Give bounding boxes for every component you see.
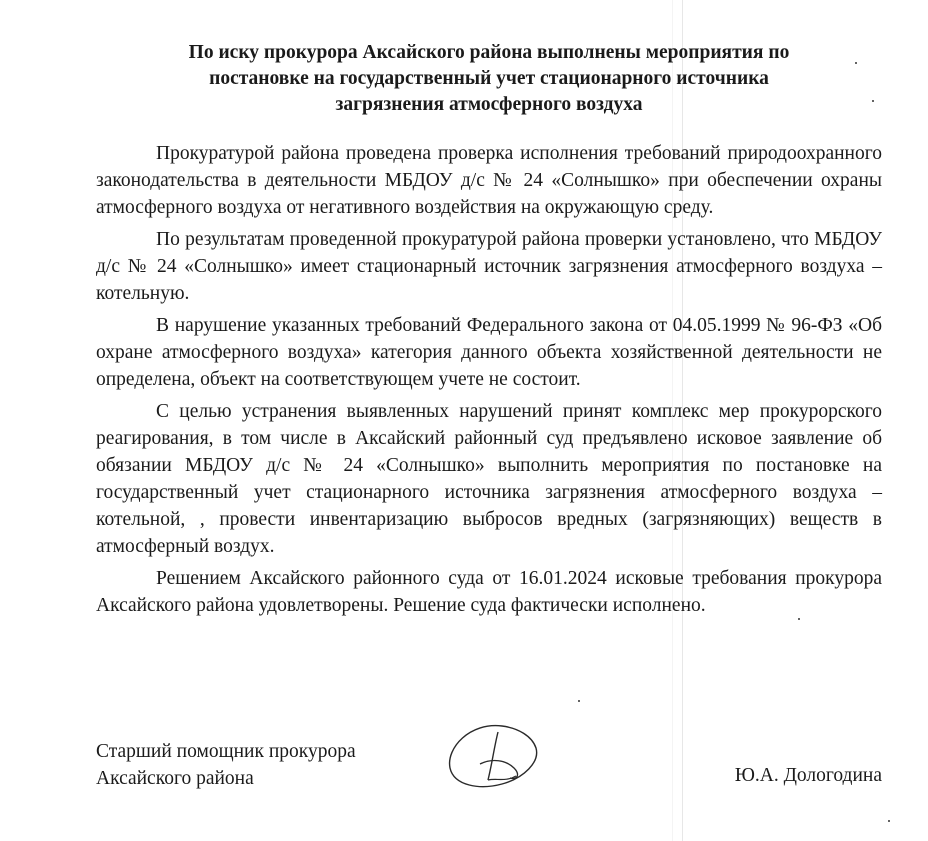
- scan-speck: [888, 820, 890, 822]
- signer-position-line: Старший помощник прокурора: [96, 741, 356, 762]
- scan-speck: [855, 62, 857, 64]
- document-title: [96, 40, 882, 118]
- signer-name: Ю.А. Дологодина: [734, 765, 882, 786]
- handwritten-signature: [440, 718, 550, 798]
- signer-position-line: Аксайского района: [96, 768, 254, 789]
- title-line: постановке на государственный учет стационарного источника: [209, 68, 769, 89]
- signer-position: [96, 738, 356, 792]
- title-line: загрязнения атмосферного воздуха: [335, 94, 643, 115]
- paragraph: В нарушение указанных требований Федерального закона от 04.05.1999 № 96-ФЗ «Об охране атмосферного воздуха» категория данного объекта хозяйственной деятельности не определена, объект на соответствующем учете не состоит.: [96, 315, 882, 390]
- paragraph: С целью устранения выявленных нарушений принят комплекс мер прокурорского реагирования, в том числе в Аксайский районный суд предъявлено исковое заявление об обязании МБДОУ д/с № 24 «Солнышко» выполнить мероприятия по постановке на государственный учет стационарного источника загрязнения атмосферного воздуха – котельной, , провести инвентаризацию выбросов вредных (загрязняющих) веществ в атмосферный воздух.: [96, 401, 882, 557]
- scan-speck: [798, 618, 800, 620]
- document-body: [96, 140, 882, 624]
- paragraph: По результатам проведенной прокуратурой района проверки установлено, что МБДОУ д/с № 24 «Солнышко» имеет стационарный источник загрязнения атмосферного воздуха – котельную.: [96, 229, 882, 304]
- paragraph: Решением Аксайского районного суда от 16.01.2024 исковые требования прокурора Аксайского района удовлетворены. Решение суда фактически исполнено.: [96, 568, 882, 616]
- title-line: По иску прокурора Аксайского района выполнены мероприятия по: [188, 42, 790, 63]
- scan-speck: [872, 100, 874, 102]
- paragraph: Прокуратурой района проведена проверка исполнения требований природоохранного законодательства в деятельности МБДОУ д/с № 24 «Солнышко» при обеспечении охраны атмосферного воздуха от негативного воздействия на окружающую среду.: [96, 143, 882, 218]
- scan-speck: [578, 700, 580, 702]
